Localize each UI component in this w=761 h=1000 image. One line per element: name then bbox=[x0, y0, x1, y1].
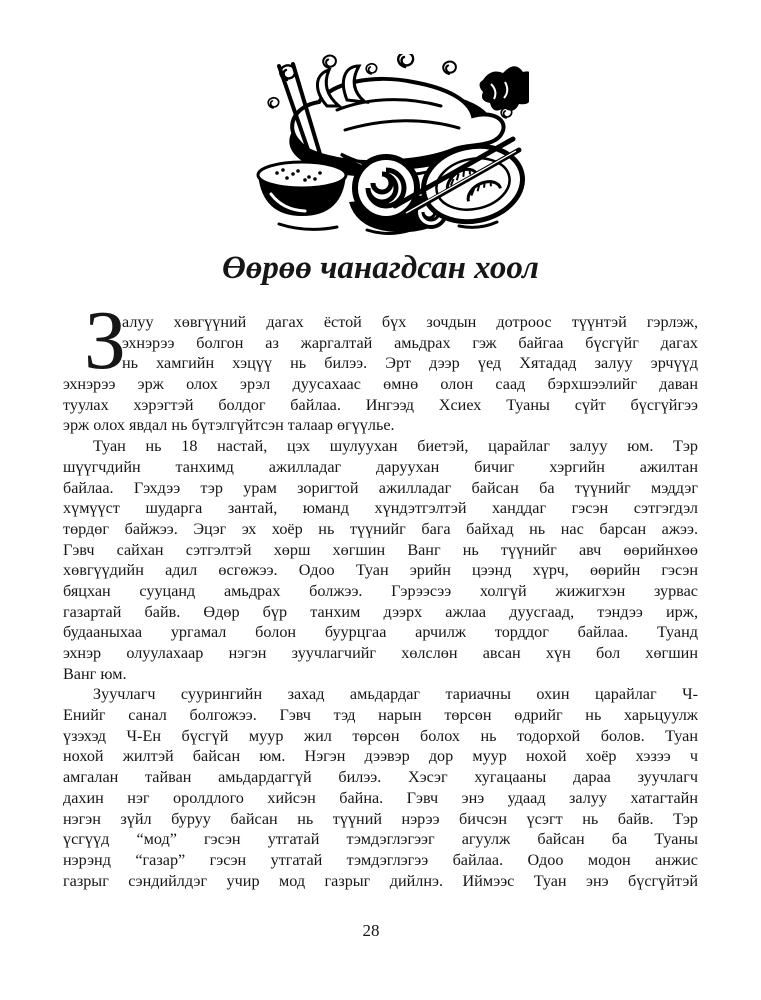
text-line: эхнэрээ болгон аз жаргалтай амьдрах гэж байгаа бүсгүйг дагах bbox=[122, 333, 698, 352]
paragraph bbox=[63, 436, 698, 684]
text-line: туулах хэрэгтэй болдог байлаа. Ингээд Хсиех Туаны сүйт бүсгүйгээ bbox=[63, 395, 698, 414]
text-line: шүүгчдийн танхимд ажилладаг даруухан бичиг хэргийн ажилтан bbox=[63, 457, 698, 476]
text-line: үзэхэд Ч-Ен бүсгүй муур жил төрсөн болох нь тодорхой болов. Туан bbox=[63, 726, 698, 745]
herb-garnish-icon bbox=[480, 66, 530, 110]
paragraph bbox=[63, 294, 698, 436]
text-line: төрдөг байжээ. Эцэг эх хоёр нь түүнийг бага байхад нь нас барсан ажээ. bbox=[63, 519, 698, 538]
text-line: Гэвч сайхан сэтгэлтэй хөрш хөгшин Ванг нь түүнийг авч өөрийнхөө bbox=[63, 540, 698, 559]
text-line: будааныхаа ургамал болон буурцгаа арчилж торддог байлаа. Туанд bbox=[63, 623, 698, 642]
paragraph bbox=[63, 684, 698, 891]
text-line: эрж олох явдал нь бүтэлгүйтсэн талаар өгүүлье. bbox=[63, 416, 395, 435]
text-line: байлаа. Гэхдээ тэр урам зоригтой ажилладаг байсан ба түүнийг мэддэг bbox=[63, 478, 698, 497]
text-line: хүмүүст шударга зантай, юманд хүндэтгэлтэй ханддаг гэсэн сэтгэгдэл bbox=[63, 499, 698, 518]
text-line: үсгүүд “мод” гэсэн утгатай тэмдэглэгээг агуулж байсан ба Туаны bbox=[63, 830, 698, 849]
text-line: нэгэн зүйл буруу байсан нь түүний нэрээ бичсэн үсэгт нь байв. Тэр bbox=[63, 809, 698, 828]
text-line: эхнэр олуулахаар нэгэн зуучлагчийг хөлслөн авсан хүн бол хөгшин bbox=[63, 644, 698, 662]
chapter-title: Өөрөө чанагдсан хоол bbox=[222, 250, 539, 286]
text-line: Ванг юм. bbox=[63, 664, 127, 683]
woodcut-food-illustration-icon bbox=[243, 54, 529, 244]
text-line: дахин нэг оролдлого хийсэн байна. Гэвч энэ удаад залуу хатагтайн bbox=[63, 788, 698, 807]
text-line: газартай байв. Өдөр бүр танхим дээрх ажлаа дуусгаад, тэндээ ирж, bbox=[63, 602, 698, 621]
text-line: нэрэнд “газар” гэсэн утгатай тэмдэглэгээ байлаа. Одоо модон анжис bbox=[63, 850, 698, 869]
text-line: амгалан тайван амьдардаггүй билээ. Хэсэг хугацааны дараа зуучлагч bbox=[63, 768, 698, 787]
soup-pot-icon bbox=[355, 157, 417, 219]
text-line: нь хамгийн хэцүү нь билээ. Эрт дээр үед Хятадад залуу эрчүүд bbox=[122, 354, 698, 373]
page-number: 28 bbox=[362, 921, 380, 940]
text-line: бяцхан сууцанд амьдрах болжээ. Гэрээсээ холгүй жижигхэн зурвас bbox=[63, 581, 698, 600]
text-line: нохой жилтэй байсан юм. Нэгэн дээвэр дор муур нохой хоёр хэзээ ч bbox=[63, 747, 698, 766]
drop-cap: З bbox=[84, 294, 127, 387]
text-line: хөвгүүдийн адил өсгөжээ. Одоо Туан эрийн цээнд хүрч, өөрийн гэсэн bbox=[63, 561, 698, 580]
story-text bbox=[63, 294, 698, 891]
text-line: Енийг санал болгожээ. Гэвч тэд нарын төрсөн өдрийг нь харьцуулж bbox=[63, 706, 698, 725]
text-line: газрыг сэндийлдэг учир мод газрыг дийлнэ. Иймээс Туан энэ бүсгүйтэй bbox=[63, 871, 698, 890]
text-line: Туан нь 18 настай, цэх шулуухан биетэй, царайлаг залуу юм. Тэр bbox=[93, 437, 698, 456]
text-line: эхнэрээ эрж олох эрэл дуусахаас өмнө олон саад бэрхшээлийг даван bbox=[63, 375, 698, 394]
text-line: алуу хөвгүүний дагах ёстой бүх зочдын дотроос түүнтэй гэрлэж, bbox=[122, 313, 698, 331]
text-line: Зуучлагч суурингийн захад амьдардаг тариачны охин царайлаг Ч- bbox=[93, 685, 698, 704]
food-illustration bbox=[243, 54, 529, 244]
